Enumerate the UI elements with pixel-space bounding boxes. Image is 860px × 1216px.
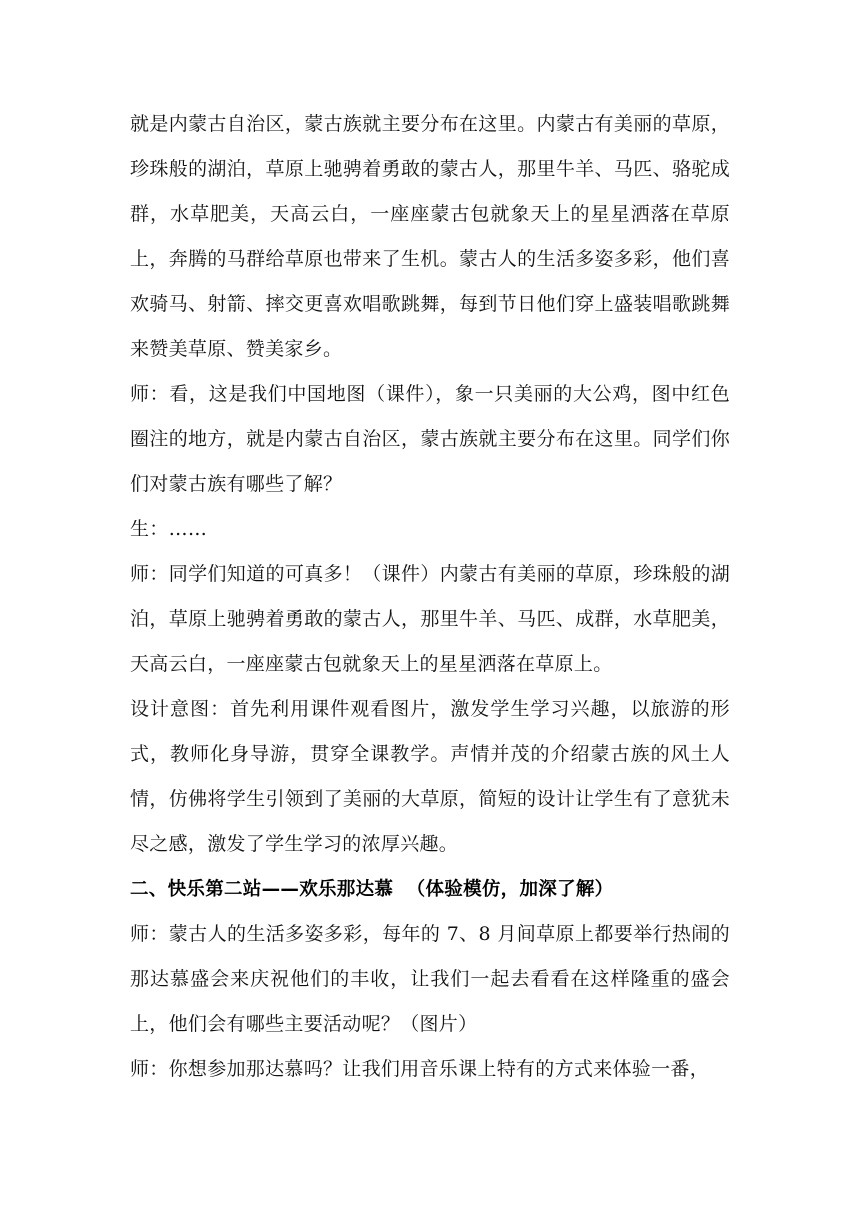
paragraph-design-intent: 设计意图：首先利用课件观看图片，激发学生学习兴趣，以旅游的形式，教师化身导游，贯穿全课教学。声情并茂的介绍蒙古族的风土人情，仿佛将学生引领到了美丽的大草原，简短的设计让学生有了意犹未尽之感，激发了学生学习的浓厚兴趣。 bbox=[130, 698, 730, 855]
paragraph-student-reply: 生：…… bbox=[130, 518, 208, 540]
document-page bbox=[130, 102, 730, 1092]
paragraph-teacher-praise: 师：同学们知道的可真多！（课件）内蒙古有美丽的草原，珍珠般的湖泊，草原上驰骋着勇敢的蒙古人，那里牛羊、马匹、成群，水草肥美，天高云白，一座座蒙古包就象天上的星星洒落在草原上。 bbox=[130, 563, 730, 675]
paragraph-naadam-invite: 师：你想参加那达慕吗？让我们用音乐课上特有的方式来体验一番， bbox=[130, 1058, 710, 1080]
section-heading-second-stop: 二、快乐第二站——欢乐那达慕 （体验模仿，加深了解） bbox=[130, 879, 614, 900]
paragraph-naadam-intro: 师：蒙古人的生活多姿多彩，每年的 7、8 月间草原上都要举行热闹的那达慕盛会来庆祝他们的丰收，让我们一起去看看在这样隆重的盛会上，他们会有哪些主要活动呢？（图片） bbox=[130, 923, 730, 1035]
paragraph-teacher-map: 师：看，这是我们中国地图（课件），象一只美丽的大公鸡，图中红色圈注的地方，就是内蒙古自治区，蒙古族就主要分布在这里。同学们你们对蒙古族有哪些了解？ bbox=[130, 383, 730, 495]
paragraph-mongolia-intro: 就是内蒙古自治区，蒙古族就主要分布在这里。内蒙古有美丽的草原，珍珠般的湖泊，草原上驰骋着勇敢的蒙古人，那里牛羊、马匹、骆驼成群，水草肥美，天高云白，一座座蒙古包就象天上的星星洒落在草原上，奔腾的马群给草原也带来了生机。蒙古人的生活多姿多彩，他们喜欢骑马、射箭、摔交更喜欢唱歌跳舞，每到节日他们穿上盛装唱歌跳舞来赞美草原、赞美家乡。 bbox=[130, 113, 730, 360]
